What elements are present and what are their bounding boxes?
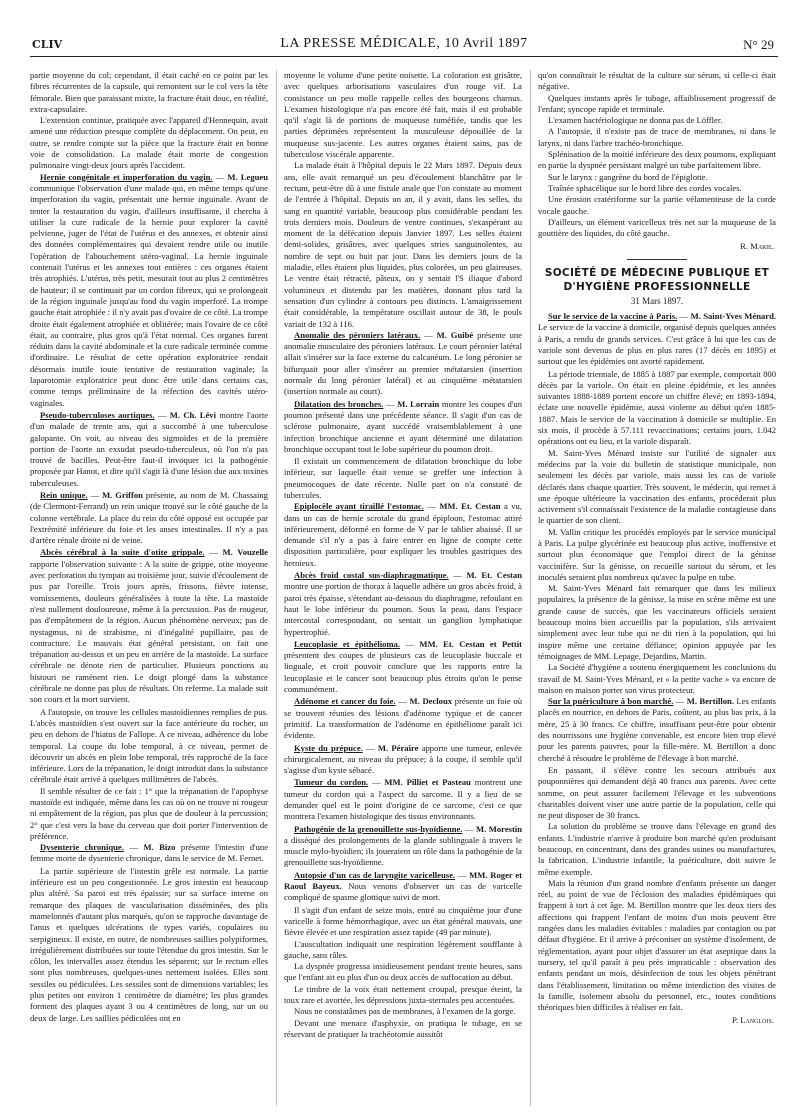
newspaper-page bbox=[30, 34, 778, 1104]
issue-number: N° 29 bbox=[743, 37, 774, 52]
article-hernie: Hernie congénitale et imperforation du vagin. — M. Legueu communique l'observation d'une malade qui, en même temps qu'une imperforation du vagin, présentait une hernie inguinale. Avant de tenter la restauration du vagin, d'ailleurs insuffisante, il chercha à utiliser la cure radicale de la hernie pour explorer la cavité pelvienne, juger de l'état de l'utérus et des annexes, et obtenir ainsi des données complémentaires qui devaient rendre utile ou inutile l'opération de l'abouchement utéro-vaginal. La hernie inguinale contenait l'utérus et les annexes tout entières : ces organes étaient très atrophiés. L'utérus, très petit, mesurait tout au plus 2 centimètres de hauteur; il se continuait par un cordon fibreux, qui se prolongeait de la région inguinale jusqu'au fond du vagin imperforé. La trompe gauche était atrophiée : il n'y avait pas d'ovaire de ce côté. La trompe droite était également atrophiée et oblitérée; mais l'ovaire de ce côté était, au contraire, plus gros qu'à l'état normal. Ces organes furent réduits dans la cavité abdominale et la cure radicale terminée comme d'ordinaire. Le résultat de cette opération exploratrice rendait désormais inutile toute tentative de restauration vaginale; la laparotomie exploratrice peut donc être utile dans certains cas, comme temps préliminaire de la réfection des cavités utéro-vaginales. bbox=[30, 171, 268, 408]
article-dysenterie: Dysenterie chronique. — M. Bizo présente l'intestin d'une femme morte de dysenterie chronique, dans le service de M. Fernet. bbox=[30, 842, 268, 864]
paragraph: M. Saint-Yves Ménard insiste sur l'utilité de signaler aux médecins par la voie du bulletin de statistique municipale, non seulement les décès par variole, mais aussi les cas de variole déclarés dans chaque quartier. Très souvent, le médecin, qui remet à une époque ultérieure la vaccination des enfants, procéderait plus activement s'il connaissait l'existence de la maladie contagieuse dans le quartier de son client. bbox=[538, 447, 776, 526]
article-author: M. Péraire bbox=[377, 742, 419, 753]
article-author: M. Griffon bbox=[102, 489, 143, 500]
section-title: SOCIÉTÉ DE MÉDECINE PUBLIQUE ET D'HYGIÈNE PROFESSIONNELLE bbox=[544, 266, 770, 293]
article-author: M. Lorrain bbox=[397, 398, 440, 409]
article-text: montre une portion de thorax à laquelle adhère un gros abcès froid, à paroi très épaisse, s'étendant au-dessous du diaphragme, refoulant en haut le lobe inférieur du poumon. Sous la peau, dans l'espace intercostal correspondant, on sentait un ganglion lymphatique hypertrophié. bbox=[284, 581, 522, 637]
article-title: Sur la puériculture à bon marché. bbox=[548, 696, 674, 707]
article-peroniers: Anomalie des péroniers latéraux. — M. Guibé présente une anomalie musculaire des péroniers latéraux. Le court péronier latéral allait s'insérer sur la face externe du calcanéum. Le long péronier se bifurquait pour aller s'insérer au premier métatarsien (insertion normale du long péronier latéral) et au cinquième métatarsien (insertion normale au court). bbox=[284, 329, 522, 397]
paragraph: La période triennale, de 1885 à 1887 par exemple, comportait 800 décès par la variole. On était en pleine épidémie, et les années suivantes 1888-1889 portent encore un chiffre élevé; en 1893-1894, éclate une nouvelle épidémie, aussi violente au début qu'en 1885-1887. Mais le service de la vaccination à domicile se multiplie. En six mois, il procède à 57.111 revaccinations; certains jours, 1.042 opérations ont eu lieu, et la variole disparaît. bbox=[538, 368, 776, 447]
paragraph: Traînée sphacélique sur le bord libre des cordes vocales. bbox=[548, 182, 742, 193]
article-laryngite: Autopsie d'un cas de laryngite varicelleuse. — MM. Roger et Raoul Bayeux. Nous venons d'observer un cas de varicelle compliqué de spasme glottique suivi de mort. bbox=[284, 869, 522, 903]
paragraph: Il semble résulter de ce fait : 1° que la trépanation de l'apophyse mastoïde est indiquée, même dans les cas où on ne trouve ni rougeur ni empâtement de la région, pas plus que de douleur à la percussion; 2° que c'est vers la base du cerveau que doit porter l'intervention de préférence. bbox=[30, 785, 268, 841]
paragraph: qu'on connaîtrait le résultat de la culture sur sérum, si celle-ci était négative. bbox=[538, 70, 776, 92]
paragraph: M. Vallin critique les procédés employés par le service municipal à Paris. La pulpe glycérinée est beaucoup plus active, inoffensive et surtout plus économique que l'emploi direct de la génisse vaccinifère. Sur la génisse, on recueille surtout du sérum, et les inoculés seraient plus nombreux qu'avec la pulpe en tube. bbox=[538, 526, 776, 582]
article-author: M. Saint-Yves Ménard. bbox=[690, 311, 776, 322]
paragraph: L'extension continue, pratiquée avec l'appareil d'Hennequin, avait amené une réduction presque complète du déplacement. On peut, en outre, se rendre compte sur la pièce que la fracture était en bonne voie de consolidation. La malade était morte de congestion pulmonaire vingt-deux jours après l'accident. bbox=[30, 115, 268, 171]
article-text: présente l'intestin d'une femme morte de dysenterie chronique, dans le service de M. Fernet. bbox=[30, 842, 268, 864]
article-adenome: Adénome et cancer du foie. — M. Decloux présente un foie où se trouvent réunies des lésions d'adénome typique et de cancer primitif. La transformation de l'adénome en épithéliome paraît ici évidente. bbox=[284, 696, 522, 741]
paragraph: Il existait un commencement de dilatation bronchique du lobe inférieur, sur laquelle était venue se greffer une infection à pneumocoques de date récente. Nulle part on n'a constaté de tubercules. bbox=[284, 456, 522, 500]
article-title: Kyste du prépuce. bbox=[294, 742, 363, 753]
article-text: montre l'aorte d'un malade de trente ans, qui a succombé à une tuberculose galopante. On voit, au niveau des sigmoïdes et de la première portion de l'aorte un exsudat pseudo-tuberculeux, où l'on n'a pas trouvé de bacilles. Peut-être faut-il invoquer ici la pathogénie proposée par Hanot, et dire qu'il s'agit là d'une lésion due aux toxines tuberculeuses. bbox=[30, 409, 268, 488]
paragraph: moyenne le volume d'une petite noisette. La coloration est grisâtre, avec quelques arborisations vasculaires d'un rouge vif. La consistance un peu molle rappelle celles des bourgeons charnus. L'examen histologique n'a pas encore été fait, mais il est probable qu'il s'agit là de portions de muqueuse tuméfiée, tandis que les parties déprimées représentent la musculeuse dépouillée de la muqueuse sus-jacente. Les autres organes étaient sains, pas de tuberculose viscérale apparente. bbox=[284, 70, 522, 160]
article-author: M. Vouzelle bbox=[222, 547, 268, 558]
article-text: Le service de la vaccine à domicile, organisé depuis quelques années à Paris, a rendu de grands services. C'est grâce à lui que les cas de variole sont devenus de plus en plus rares (17 décès en 1895) et surtout que les épidémies ont avorté rapidement. bbox=[538, 322, 776, 367]
article-title: Dilatation des bronches. bbox=[294, 398, 384, 409]
paragraph: La partie supérieure de l'intestin grêle est normale. La partie inférieure est un peu congestionnée. Le gros intestin est beaucoup plus altéré. Sa paroi est très épaissie; sur sa surface interne on remarque des plaques de vascularisation disséminées, des plis mamelonnés d'autant plus marqués, qu'on se rapproche davantage de l'anus et quelques ulcérations de types variés, copulaires ou serpigineux. Il existe, en outre, de nombreuses saillies polypiformes, irrégulièrement distribuées sur toute l'étendue du gros intestin. Sur le côlon, les intervalles assez étendus les séparent; sur le rectum elles sont plus nombreuses, quelques-unes nettement isolées. Elles sont sessiles ou pédiculées. Les sessiles sont de dimensions variables; les plus petites ont environ 1 centimètre de diamètre; les plus grandes forment des plaques ayant 3 ou 4 centimètres de long, sur un ou deux de large. Les saillies pédiculées ont en bbox=[30, 865, 268, 1023]
article-text: présentent des coupes de plusieurs cas de leucoplasie buccale et linguale, et croit pouvoir conclure que les rapports entre la leucoplasie et le cancer sont beaucoup plus étroits qu'on le pense communément. bbox=[284, 650, 522, 695]
article-text: montre les coupes d'un poumon présenté dans une précédente séance. Il s'agit d'un cas de sclérose pulmonaire, ayant succédé vraisemblablement à une infection bronchique ancienne et ayant déterminé une dilatation bronchique occupant tout le lobe supérieur du poumon droit. bbox=[284, 398, 522, 454]
article-title: Rein unique. bbox=[40, 489, 88, 500]
article-title: Pseudo-tuberculoses aortiques. bbox=[40, 409, 155, 420]
article-text: apporte une tumeur, enlevée chirurgicalement, au niveau du prépuce; à la coupe, il semble qu'il s'agisse d'un kyste sébacé. bbox=[284, 742, 522, 776]
paragraph: L'examen bactériologique ne donna pas de Löffler. bbox=[548, 115, 723, 126]
article-text: présente une anomalie musculaire des péroniers latéraux. Le court péronier latéral allait s'insérer sur la face externe du calcanéum. Le long péronier se bifurquait pour aller s'insérer au premier métatarsien (insertion normale du long péronier latéral) et au cinquième métatarsien (insertion normale au court). bbox=[284, 329, 522, 397]
article-title: Pathogénie de la grenouillette sus-hyoïdienne. bbox=[294, 823, 463, 834]
paragraph: Devant une menace d'asphyxie, on pratiqua le tubage, en se réservant de pratiquer la trachéotomie aussitôt bbox=[284, 1017, 522, 1039]
article-dilatation-bronches: Dilatation des bronches. — M. Lorrain montre les coupes d'un poumon présenté dans une précédente séance. Il s'agit d'un cas de sclérose pulmonaire, ayant succédé vraisemblablement à une infection bronchique ancienne et ayant déterminé une dilatation bronchique occupant tout le lobe supérieur du poumon droit. bbox=[284, 398, 522, 454]
article-title: Abcès froid costal sus-diaphragmatique. bbox=[294, 570, 449, 581]
page-header bbox=[30, 34, 778, 57]
paragraph: La dyspnée progressa insidieusement pendant trente heures, sans que l'enfant ait eu plus d'un ou deux accès de suffocation au début. bbox=[284, 961, 522, 983]
paragraph: M. Saint-Yves Ménard fait remarquer que dans les milieux populaires, la présence de la génisse, la mise en scène même est une grande cause de succès, que les vaccinateurs officiels seraient beaucoup moins bien accueillis par la population, s'ils arrivaient simplement avec leur tube qui ne dit rien à la population, qui lui inspire même une certaine défiance; opinion appuyée par les témoignages de MM. Lepage, Dejardins, Martin. bbox=[538, 583, 776, 661]
column-divider bbox=[530, 70, 531, 1106]
journal-title: LA PRESSE MÉDICALE, 10 Avril 1897 bbox=[280, 36, 528, 51]
paragraph: Sur le larynx : gangrène du bord de l'épiglotte. bbox=[548, 171, 708, 182]
paragraph: La solution du problème se trouve dans l'élevage en grand des enfants. L'industrie n'arrive à produire bon marché qu'en produisant beaucoup, en concentrant, dans des grandes usines ou manufactures, la fabrication. L'industrie infantile, la puériculture, doit suivre le même exemple. bbox=[538, 821, 776, 877]
paragraph: L'auscultation indiquait une respiration légèrement soufflante à gauche, sans râles. bbox=[284, 938, 522, 960]
article-author: M. Legueu bbox=[227, 171, 268, 182]
paragraph: Splénisation de la moitié inférieure des deux poumons, expliquant en partie la dyspnée persistant malgré un tube parfaitement libre. bbox=[538, 149, 776, 171]
article-title: Abcès cérébral à la suite d'otite grippale. bbox=[40, 547, 205, 558]
column-divider bbox=[276, 70, 277, 1106]
paragraph: Nous ne constatâmes pas de membranes, à l'examen de la gorge. bbox=[294, 1006, 516, 1017]
article-title: Leucoplasie et épithélioma. bbox=[294, 638, 400, 649]
article-title: Adénome et cancer du foie. bbox=[294, 696, 396, 707]
article-text: a disséqué des prolongements de la glande sublinguale à travers le muscle mylo-hyoïdien; ils joueraient un rôle dans la pathogénie de la grenouillette sus-hyoïdienne. bbox=[284, 834, 522, 868]
article-author: M. Bizo bbox=[143, 842, 176, 853]
article-abces-cerebral: Abcès cérébral à la suite d'otite grippale. — M. Vouzelle rapporte l'observation suivante : A la suite de grippe, otite moyenne avec perforation du tympan au troisième jour, suivie d'écoulement de pus par l'oreille. Trois jours après, frissons, fièvre intense, vomissements, douleurs généralisées à toute la tête. La mastoïde n'est nullement douloureuse, même à la percussion. Pas de rougeur, pas d'empâtement de la région. Aucun phénomène nerveux; pas de nystagmus, ni de strabisme, ni d'inégalité pupillaire, pas de contracture. Le mauvais état général persistant, on fait une trépanation au-dessus et un peu en arrière de la mastoïde. La surface cérébrale ne dénote rien de particulier. Plusieurs ponctions au bistouri ne ramènent rien. Le doigt plongé dans la substance cérébrale ne donne pas plus de résultats. On referme. La malade suit son cours et la mort survient. bbox=[30, 547, 268, 705]
signature: R. Marie. bbox=[740, 241, 774, 252]
article-leucoplasie: Leucoplasie et épithélioma. — MM. Et. Cestan et Pettit présentent des coupes de plusieurs cas de leucoplasie buccale et linguale, et croit pouvoir conclure que les rapports entre la leucoplasie et le cancer sont beaucoup plus étroits qu'on le pense communément. bbox=[284, 638, 522, 695]
article-rein-unique: Rein unique. — M. Griffon présente, au nom de M. Chassaing (de Clermont-Ferrand) un rein unique trouvé sur le côté gauche de la colonne vertébrale. La place du rein du côté opposé est occupée par l'extrémité inférieure du foie et les anses intestinales. Il n'y a pas d'artère rénale droite ni de veine. bbox=[30, 489, 268, 546]
page-number: CLIV bbox=[32, 38, 63, 51]
article-text: a vu, dans un cas de hernie scrotale du grand épiploon, l'estomac attiré inférieurement, déformé en forme de V par le tablier abaissé. Il se demande s'il n'y a pas à faire entrer en ligne de compte cette disposition particulière, pour expliquer les troubles gastriques des hernieux. bbox=[284, 501, 522, 568]
paragraph: Le timbre de la voix était nettement croupal, presque éteint, la toux rare et avortée, les dépressions juxta-sternales peu accentuées. bbox=[284, 983, 522, 1006]
article-text: communique l'observation d'une malade qui, en même temps qu'une imperforation du vagin, présentait une hernie inguinale. Avant de tenter la restauration du vagin, d'ailleurs insuffisante, il chercha à utiliser la cure radicale de la hernie pour explorer la cavité pelvienne, juger de l'état de l'utérus et des annexes, et obtenir ainsi des données complémentaires qui devaient rendre utile ou inutile l'opération de l'abouchement utéro-vaginal. La hernie inguinale contenait l'utérus et les annexes tout entières : ces organes étaient très atrophiés. L'utérus, très petit, mesurait tout au plus 2 centimètres de hauteur; il se continuait par un cordon fibreux, qui se prolongeait de la région inguinale jusqu'au fond du vagin imperforé. La trompe gauche était atrophiée : il n'y avait pas d'ovaire de ce côté. La trompe droite était également atrophiée et oblitérée; mais l'ovaire de ce côté était, au contraire, plus gros qu'à l'état normal. Ces organes furent réduits dans la cavité abdominale et la cure radicale terminée comme d'ordinaire. Le résultat de cette opération exploratrice rendait désormais inutile toute tentative de restauration vaginale; la laparotomie exploratrice peut donc être utile dans certains cas, comme temps préliminaire de la réfection des cavités utéro-vaginales. bbox=[30, 182, 268, 408]
article-text: rapporte l'observation suivante : A la suite de grippe, otite moyenne avec perforation du tympan au troisième jour, suivie d'écoulement de pus par l'oreille. Trois jours après, frissons, fièvre intense, vomissements, douleurs généralisées à toute la tête. La mastoïde n'est nullement douloureuse, même à la percussion. Pas de rougeur, pas d'empâtement de la région. Aucun phénomène nerveux; pas de nystagmus, ni de strabisme, ni d'inégalité pupillaire, pas de contracture. Le mauvais état général persistant, on fait une trépanation au-dessus et un peu en arrière de la mastoïde. La surface cérébrale ne dénote rien de particulier. Plusieurs ponctions au bistouri ne ramènent rien. Le doigt plongé dans la substance cérébrale ne donne pas plus de résultats. On referme. La malade suit son cours et la mort survient. bbox=[30, 558, 268, 705]
article-author: MM. Roger et Raoul Bayeux. bbox=[284, 869, 522, 892]
article-text: présente un foie où se trouvent réunies des lésions d'adénome typique et de cancer primitif. La transformation de l'adénome en épithéliome paraît ici évidente. bbox=[284, 696, 522, 741]
article-title: Sur le service de la vaccine à Paris. bbox=[548, 311, 678, 322]
section-date: 31 Mars 1897. bbox=[630, 295, 684, 306]
paragraph: La Société d'hygiène a soutenu énergiquement les conclusions du travail de M. Saint-Yves Ménard, et « la petite vache » va encore de maison en maison porter son virus protecteur. bbox=[538, 662, 776, 695]
article-tumeur-cordon: Tumeur du cordon. — MM. Pilliet et Pasteau montrent une tumeur du cordon qui a l'aspect du sarcome. Il y a lieu de se demander quel est le point d'origine de ce sarcome, c'est ce que montrera l'examen histologique des tissus environnants. bbox=[284, 777, 522, 822]
article-epiplocele: Epiplocèle ayant tiraillé l'estomac. — MM. Et. Cestan a vu, dans un cas de hernie scrotale du grand épiploon, l'estomac attiré inférieurement, déformé en forme de V par le tablier abaissé. Il se demande s'il n'y a pas à faire entrer en ligne de compte cette disposition particulière, pour expliquer les troubles gastriques des hernieux. bbox=[284, 501, 522, 568]
article-author: M. Et. Cestan bbox=[466, 570, 522, 581]
section-rule bbox=[627, 259, 687, 260]
article-puericulture: Sur la puériculture à bon marché. — M. Bertillon. Les enfants placés en nourrice, en dehors de Paris, coûtent, au plus bas prix, à la mère, 25 à 30 francs. Ce chiffre, insuffisant peut-être pour obtenir des nourrissons une hygiène convenable, est encore bien trop élevé pour les parents pauvres, pour la fille-mère. M. Bertillon a donc cherché à résoudre le problème de l'élevage à bon marché. bbox=[538, 696, 776, 763]
paragraph: Mais la réunion d'un grand nombre d'enfants présente un danger réel, au point de vue de l'éclosion des maladies épidémiques qui frappent à tort à cet âge. M. Bertillon montre que les deux tiers des affections qui frappent l'enfant de moins d'un mois peuvent être rangées dans les maladies évitables : maladies par contagion ou par défaut d'hygiène. Et il arrive à préconiser un système d'isolement, de réglementation, ayant pour objet d'assurer un état aseptique dans la nursery, tel qu'il paraît à peu près impraticable : observation des enfants pendant un mois, désinfection de tous les objets pénétrant dans l'établissement, limitation ou même interdiction des visites de la famille, isolement absolu du personnel, etc., toutes conditions théoriques bien difficiles à réaliser en fait. bbox=[538, 877, 776, 1013]
article-author: MM. Et. Cestan bbox=[439, 501, 501, 512]
paragraph: A l'autopsie, il n'existe pas de trace de membranes, ni dans le larynx, ni dans l'arbre trachéo-bronchique. bbox=[538, 126, 776, 148]
article-text: montrent une tumeur du cordon qui a l'aspect du sarcome. Il y a lieu de se demander quel est le point d'origine de ce sarcome, c'est ce que montrera l'examen histologique des tissus environnants. bbox=[284, 777, 522, 822]
column-3 bbox=[538, 70, 776, 1110]
article-author: M. Bertillon. bbox=[686, 696, 734, 707]
article-title: Tumeur du cordon. bbox=[294, 777, 369, 788]
article-grenouillette: Pathogénie de la grenouillette sus-hyoïdienne. — M. Morestin a disséqué des prolongements de la glande sublinguale à travers le muscle mylo-hyoïdien; ils joueraient un rôle dans la pathogénie de la grenouillette sus-hyoïdienne. bbox=[284, 823, 522, 868]
article-text: présente, au nom de M. Chassaing (de Clermont-Ferrand) un rein unique trouvé sur le côté gauche de la colonne vertébrale. La place du rein du côté opposé est occupée par l'extrémité inférieure du foie et les anses intestinales. Il n'y a pas d'artère rénale droite ni de veine. bbox=[30, 489, 268, 546]
paragraph: Il s'agit d'un enfant de seize mois, entré au cinquième jour d'une varicelle à forme hémorrhagique, avec un état général mauvais, une fièvre élevée et une respiration assez rapide (49 par minute). bbox=[284, 904, 522, 938]
article-text: Les enfants placés en nourrice, en dehors de Paris, coûtent, au plus bas prix, à la mère, 25 à 30 francs. Ce chiffre, insuffisant peut-être pour obtenir des nourrissons une hygiène convenable, est encore bien trop élevé pour les parents pauvres, pour la fille-mère. M. Bertillon a donc cherché à résoudre le problème de l'élevage à bon marché. bbox=[538, 696, 776, 763]
article-title: Hernie congénitale et imperforation du vagin. bbox=[40, 171, 213, 182]
column-1 bbox=[30, 70, 268, 1110]
paragraph: En passant, il s'élève contre les secours attribués aux pouponnières qui demandent déjà 40 francs aux parents. Avec cette somme, on peut assurer facilement l'élevage et les subventions charitables doivent viser une autre partie de la population, celle qui ne peut disposer de 30 francs. bbox=[538, 764, 776, 821]
article-kyste: Kyste du prépuce. — M. Péraire apporte une tumeur, enlevée chirurgicalement, au niveau du prépuce; à la coupe, il semble qu'il s'agisse d'un kyste sébacé. bbox=[284, 742, 522, 776]
article-title: Autopsie d'un cas de laryngite varicelleuse. bbox=[294, 869, 456, 880]
paragraph: A l'autopsie, on trouve les cellules mastoïdiennes remplies de pus. L'abcès mastoïdien s'est ouvert sur la face antérieure du rocher, un peu en dehors de l'hiatus de Fallope. A ce niveau, adhérence du lobe temporal. La coupe du lobe temporal, à ce niveau, permet de découvrir un abcès en plein lobe temporal, très rapproché de la face inférieure. Lors de la trépanation, le doigt introduit dans la substance cérébrale était arrivé à quelques millimètres de l'abcès. bbox=[30, 706, 268, 785]
article-author: MM. Et. Cestan et Pettit bbox=[419, 638, 522, 649]
article-abces-froid: Abcès froid costal sus-diaphragmatique. — M. Et. Cestan montre une portion de thorax à laquelle adhère un gros abcès froid, à paroi très épaisse, s'étendant au-dessous du diaphragme, refoulant en haut le lobe inférieur du poumon. Sous la peau, dans l'espace intercostal correspondant, on sentait un ganglion lymphatique hypertrophié. bbox=[284, 570, 522, 637]
article-vaccine: Sur le service de la vaccine à Paris. — M. Saint-Yves Ménard. Le service de la vaccine à domicile, organisé depuis quelques années à Paris, a rendu de grands services. C'est grâce à lui que les cas de variole sont devenus de plus en plus rares (17 décès en 1895) et surtout que les épidémies ont avorté rapidement. bbox=[538, 311, 776, 367]
article-text: Nous venons d'observer un cas de varicelle compliqué de spasme glottique suivi de mort. bbox=[284, 881, 522, 903]
article-author: M. Ch. Lévi bbox=[169, 409, 216, 420]
paragraph: Quelques instants après le tubage, affaiblissement progressif de l'enfant; syncope rapide et terminale. bbox=[538, 92, 776, 114]
article-author: M. Morestin bbox=[476, 823, 522, 834]
article-author: M. Decloux bbox=[409, 696, 453, 707]
paragraph: Une érosion cratériforme sur la partie vélamenteuse de la corde vocale gauche. bbox=[538, 194, 776, 216]
article-pseudo-tuberculoses: Pseudo-tuberculoses aortiques. — M. Ch. Lévi montre l'aorte d'un malade de trente ans, qui a succombé à une tuberculose galopante. On voit, au niveau des sigmoïdes et de la première portion de l'aorte un exsudat pseudo-tuberculeux, où l'on n'a pas trouvé de bacilles. Peut-être faut-il invoquer ici la pathogénie proposée par Hanot, et dire qu'il s'agit là d'une lésion due aux toxines tuberculeuses. bbox=[30, 409, 268, 488]
article-title: Anomalie des péroniers latéraux. bbox=[294, 329, 421, 340]
paragraph: D'ailleurs, un élément varicelleux très net sur la muqueuse de la gouttière des liquides, du côté gauche. bbox=[538, 216, 776, 239]
paragraph: La malade était à l'hôpital depuis le 22 Mars 1897. Depuis deux ans, elle avait remarqué un peu d'écoulement blanchâtre par le rectum, peut-être dû à une fistule anale que l'on constate au moment de l'entrée à l'hôpital. Depuis un an, il y avait, dans les selles, du sang en quantité variable, beaucoup plus considérable pendant les trois derniers mois. Douleurs de ventre continues, s'exaspérant au moment de la défécation depuis Janvier 1897. Les selles étaient demi-solides, grisâtres, avec quelques stries sanguinolentes, au nombre de sept ou huit par jour. Dans les derniers jours de la maladie, elles étaient plus liquides, plus colorées, un peu glaireuses. Le ventre était rétracté, pâteux, on y sentait l'S iliaque d'abord volumineux et distendu par les matières, donnant plus tard la sensation d'un cylindre à contours peu distincts. L'amaigrissement était considérable, la température oscillait autour de 38, le pouls variait de 132 à 116. bbox=[284, 160, 522, 329]
article-author: M. Guibé bbox=[436, 329, 474, 340]
column-2 bbox=[284, 70, 522, 1110]
article-title: Dysenterie chronique. bbox=[40, 842, 124, 853]
article-title: Epiplocèle ayant tiraillé l'estomac. bbox=[294, 501, 424, 512]
signature: P. Langlois. bbox=[732, 1015, 774, 1026]
article-author: MM. Pilliet et Pasteau bbox=[384, 777, 471, 788]
paragraph: partie moyenne du col; cependant, il était caché en ce point par les fibres récurrentes de la capsule, qui remontent sur le col vers la tête fémorale. Bien que paraissant mixte, la fracture était douc, en réalité, extra-capsulaire. bbox=[30, 70, 268, 114]
